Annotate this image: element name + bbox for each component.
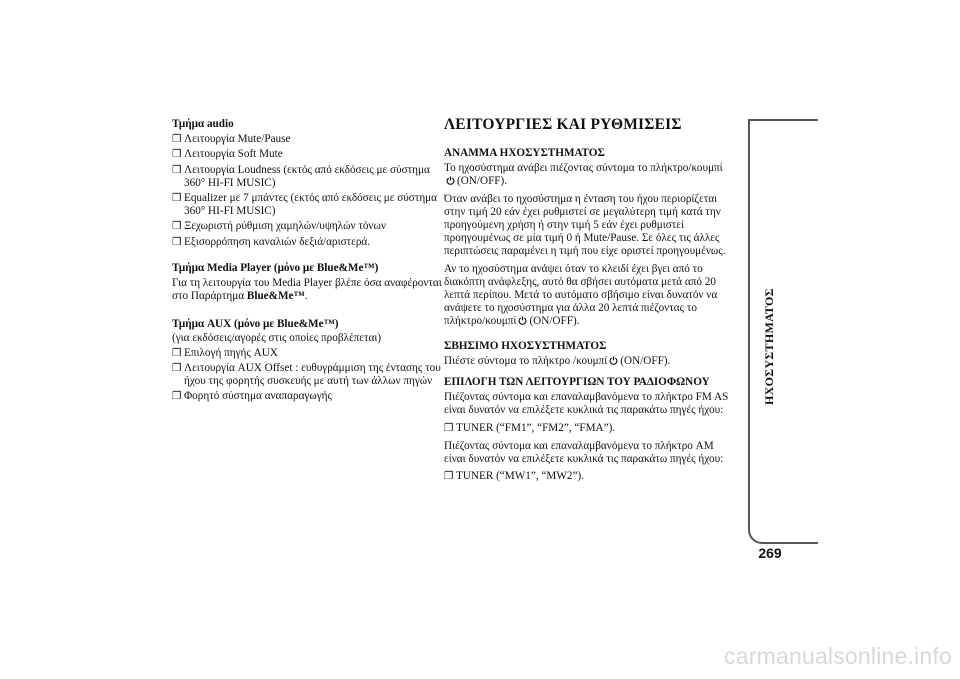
list-item: ❒ Εξισορρόπηση καναλιών δεξιά/αριστερά. (172, 235, 371, 248)
list-item: ❒ TUNER (“FM1”, “FM2”, “FMA”). (444, 421, 616, 434)
power-on-title: ΑΝΑΜΜΑ ΗΧΟΣΥΣΤΗΜΑΤΟΣ (444, 147, 605, 159)
checkbox-bullet-icon: ❒ (172, 193, 182, 205)
list-item: ❒ Λειτουργία Loudness (εκτός από εκδόσεις με σύστημα 360° HI-FI MUSIC) (172, 163, 430, 189)
list-item: ❒ Λειτουργία Mute/Pause (172, 133, 291, 146)
checkbox-bullet-icon: ❒ (172, 363, 182, 375)
media-player-section-title: Τμήμα Media Player (μόνο με Blue&Me™) (172, 261, 379, 274)
checkbox-bullet-icon: ❒ (172, 164, 182, 176)
power-on-text-2: Όταν ανάβει το ηχοσύστημα η ένταση του ήχου περιορίζεται στην τιμή 20 εάν έχει ρυθμιστεί σε μεγαλύτερη τιμή κατά την προηγούμενη χρήση ή στην τιμή 5 εάν έχει ρυθμιστεί προηγουμένως σε μία τιμή 0 ή Mute/Pause. Σε όλες τις άλλες περιπτώσεις παραμένει η τιμή που είχε οριστεί προηγουμένως. (444, 192, 726, 258)
aux-list (172, 347, 442, 404)
power-on-text-1: Το ηχοσύστημα ανάβει πιέζοντας σύντομα το πλήκτρο/κουμπί(ON/OFF). (444, 162, 723, 188)
left-column (172, 118, 442, 406)
checkbox-bullet-icon: ❒ (172, 149, 182, 161)
power-icon (518, 316, 527, 325)
list-item: ❒ Ξεχωριστή ρύθμιση χαμηλών/υψηλών τόνων (172, 220, 386, 233)
radio-text-2: Πιέζοντας σύντομα και επαναλαμβανόμενα το πλήκτρο AM είναι δυνατόν να επιλέξετε κυκλικά τις παρακάτω πηγές ήχου: (444, 439, 724, 466)
checkbox-bullet-icon: ❒ (172, 134, 182, 146)
power-off-title: ΣΒΗΣΙΜΟ ΗΧΟΣΥΣΤΗΜΑΤΟΣ (444, 339, 607, 352)
section-tab-top-line (748, 119, 818, 121)
aux-subtitle: (για εκδόσεις/αγορές στις οποίες προβλέπεται) (172, 331, 382, 344)
watermark: carmanualsonline.info (724, 643, 952, 669)
page-number: 269 (758, 545, 782, 561)
list-item: ❒ Λειτουργία Soft Mute (172, 148, 283, 161)
audio-list (172, 133, 442, 249)
checkbox-bullet-icon: ❒ (172, 391, 182, 403)
checkbox-bullet-icon: ❒ (172, 236, 182, 248)
power-off-text: Πιέστε σύντομα το πλήκτρο /κουμπί (ON/OFF). (444, 354, 671, 367)
list-item: ❒ Φορητό σύστημα αναπαραγωγής (172, 390, 332, 403)
checkbox-bullet-icon: ❒ (444, 422, 454, 434)
media-player-text: Για τη λειτουργία του Media Player βλέπε όσα αναφέρονται στο Παράρτημα Blue&Me™. (172, 277, 442, 303)
right-column (444, 116, 734, 485)
power-on-text-3: Αν το ηχοσύστημα ανάψει όταν το κλειδί έχει βγει από το διακόπτη ανάφλεξης, αυτό θα σβήσει αυτόματα μετά από 20 λεπτά περίπου. Μετά το αυτόματο σβήσιμο είναι δυνατόν να ανάψετε το ηχοσύστημα για άλλα 20 λεπτά πιέζοντας το πλήκτρο/κουμπί (ON/OFF). (444, 262, 718, 328)
list-item: ❒ Λειτουργία AUX Offset : ευθυγράμμιση της έντασης του ήχου της φορητής συσκευής με αυτή των άλλων πηγών (172, 362, 441, 388)
list-item: ❒ Επιλογή πηγής AUX (172, 346, 278, 359)
radio-text-1: Πιέζοντας σύντομα και επαναλαμβανόμενα το πλήκτρο FM AS είναι δυνατόν να επιλέξετε κυκλικά τις παρακάτω πηγές ήχου: (444, 391, 729, 417)
aux-section-title: Τμήμα AUX (μόνο με Blue&Me™) (172, 318, 339, 331)
audio-section-title: Τμήμα audio (172, 118, 234, 130)
radio-functions-title: ΕΠΙΛΟΓΗ ΤΩΝ ΛΕΙΤΟΥΡΓΙΩΝ ΤΟΥ ΡΑΔΙΟΦΩΝΟΥ (444, 376, 710, 389)
list-item: ❒ TUNER (“MW1”, “MW2”). (444, 470, 584, 483)
power-icon (446, 176, 455, 185)
checkbox-bullet-icon: ❒ (444, 471, 454, 483)
section-tab-label: ΗΧΟΣΥΣΤΗΜΑΤΟΣ (761, 288, 776, 406)
checkbox-bullet-icon: ❒ (172, 221, 182, 233)
checkbox-bullet-icon: ❒ (172, 347, 182, 359)
list-item: ❒ Equalizer με 7 μπάντες (εκτός από εκδόσεις με σύστημα 360° HI-FI MUSIC) (172, 192, 438, 218)
power-icon (609, 356, 618, 365)
page-title: ΛΕΙΤΟΥΡΓΙΕΣ ΚΑΙ ΡΥΘΜΙΣΕΙΣ (444, 116, 682, 133)
